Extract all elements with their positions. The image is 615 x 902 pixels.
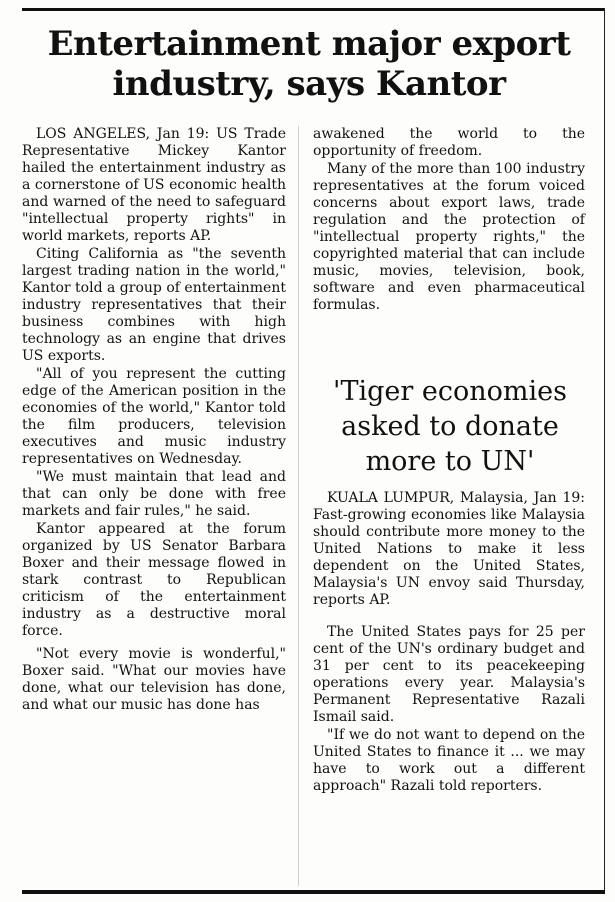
column-divider — [298, 126, 299, 886]
right-rule — [604, 8, 605, 893]
second-headline-line-2: asked to donate — [341, 411, 559, 442]
top-rule — [22, 8, 605, 11]
main-story-paragraph-4: "We must maintain that lead and that can only be done with free markets and fair rules," he said. — [22, 469, 286, 519]
bottom-rule — [22, 890, 605, 894]
main-story-right-column — [313, 126, 585, 315]
second-story-body — [313, 490, 585, 796]
second-story-paragraph-3: "If we do not want to depend on the United States to finance it ... we may have to work out a different approach" Razali told reporters. — [313, 727, 585, 794]
main-story-paragraph-6: "Not every movie is wonderful," Boxer said. "What our movies have done, what our television has done, and what our music has done has — [22, 646, 286, 713]
second-headline — [316, 374, 584, 479]
second-headline-line-3: more to UN' — [365, 446, 535, 477]
main-headline-line-1: Entertainment major export — [47, 24, 571, 64]
second-story-paragraph-1: KUALA LUMPUR, Malaysia, Jan 19: Fast-growing economies like Malaysia should contribute more money to the United Nations to make it less dependent on the United States, Malaysia's UN envoy said Thursday, reports AP. — [313, 490, 585, 608]
paragraph-gap — [313, 610, 585, 624]
main-story-left-column — [22, 126, 286, 715]
main-story-paragraph-8: Many of the more than 100 industry representatives at the forum voiced concerns about export laws, trade regulation and the protection of "intellectual property rights," the copyrighted material that can include music, movies, television, book, software and even pharmaceutical formulas. — [313, 161, 585, 313]
main-story-paragraph-2: Citing California as "the seventh largest trading nation in the world," Kantor told a group of entertainment industry representatives that their business combines with high technology as an engine that drives US exports. — [22, 246, 286, 364]
main-story-paragraph-3: "All of you represent the cutting edge of the American position in the economies of the world," Kantor told the film producers, television executives and music industry representatives on Wednesday. — [22, 366, 286, 467]
main-story-paragraph-7: awakened the world to the opportunity of freedom. — [313, 126, 585, 159]
second-headline-line-1: 'Tiger economies — [333, 376, 567, 407]
main-story-paragraph-1: LOS ANGELES, Jan 19: US Trade Representative Mickey Kantor hailed the entertainment industry as a cornerstone of US economic health and warned of the need to safeguard "intellectual property rights" in world markets, reports AP. — [22, 126, 286, 244]
main-headline-line-2: industry, says Kantor — [112, 64, 506, 104]
main-headline — [14, 24, 604, 104]
main-story-paragraph-5: Kantor appeared at the forum organized by US Senator Barbara Boxer and their message flowed in stark contrast to Republican criticism of the entertainment industry as a destructive moral force. — [22, 521, 286, 639]
second-story-paragraph-2: The United States pays for 25 per cent of the UN's ordinary budget and 31 per cent to its peacekeeping operations every year. Malaysia's Permanent Representative Razali Ismail said. — [313, 624, 585, 725]
